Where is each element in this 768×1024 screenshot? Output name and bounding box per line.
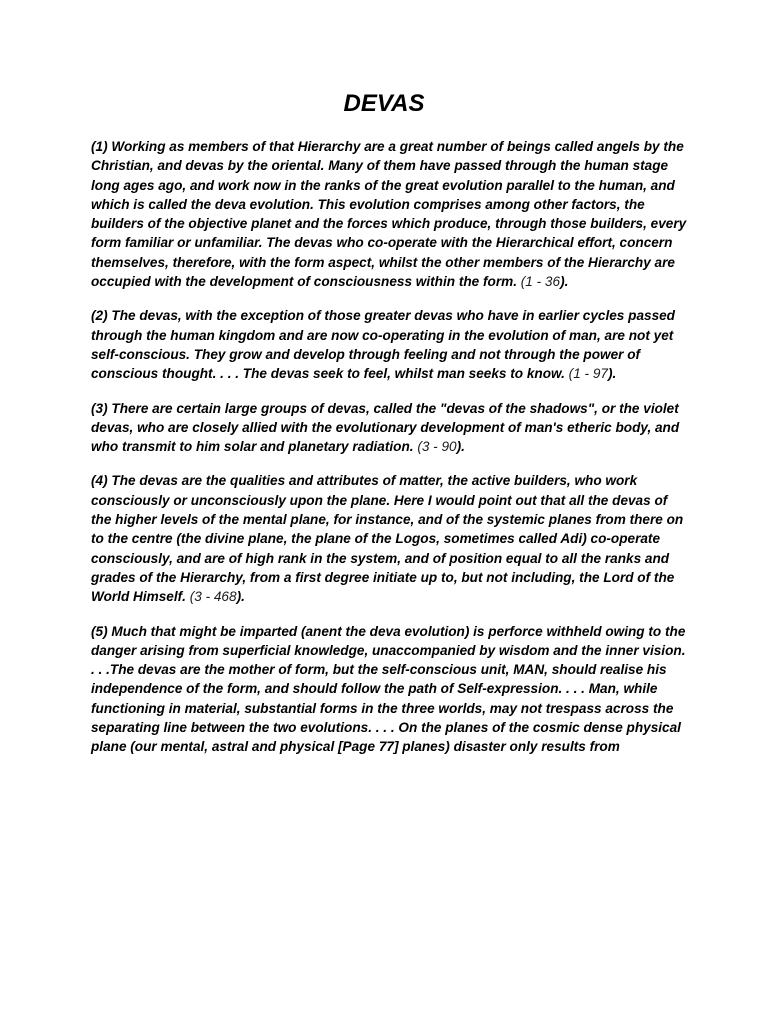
paragraph-tail: ).: [456, 439, 465, 455]
paragraph-tail: ).: [560, 274, 569, 290]
paragraph-tail: ).: [607, 366, 617, 382]
paragraph-text: (3) There are certain large groups of devas, called the "devas of the shadows", or the violet devas, who are closely allied with the evolutionary development of man's etheric body, and who transmit to him solar and planetary radiation.: [91, 400, 680, 455]
paragraph-4: [91, 471, 691, 606]
citation-ref: (1 - 36: [520, 274, 561, 290]
paragraph-text: (4) The devas are the qualities and attributes of matter, the active builders, who work consciously or unconsciously upon the plane. Here I would point out that all the devas of the higher levels of the mental plane, for instance, and of the systemic planes from there on to the centre (the divine plane, the plane of the Logos, sometimes called Adi) co-operate consciously, and are of high rank in the system, and of position equal to all the ranks and grades of the Hierarchy, from a first degree initiate up to, but not including, the Lord of the World Himself.: [91, 473, 684, 605]
paragraph-text: (2) The devas, with the exception of those greater devas who have in earlier cycles passed through the human kingdom and are now co-operating in the evolution of man, are not yet self-conscious. They grow and develop through feeling and not through the power of conscious thought. . . . The devas seek to feel, whilst man seeks to know.: [91, 308, 675, 382]
paragraph-5: [91, 622, 691, 757]
paragraph-3: [91, 399, 691, 457]
paragraph-1: [91, 137, 691, 291]
paragraph-text: (5) Much that might be imparted (anent the deva evolution) is perforce withheld owing to the danger arising from superficial knowledge, unaccompanied by wisdom and the inner vision. . . .The devas are the mother of form, but the self-conscious unit, MAN, should realise his independence of the form, and should follow the path of Self-expression. . . . Man, while functioning in material, substantial forms in the three worlds, may not trespass across the separating line between the two evolutions. . . . On the planes of the cosmic dense physical plane (our mental, astral and physical [Page 77] planes) disaster only results from: [91, 623, 686, 755]
citation-ref: (3 - 468: [189, 589, 237, 605]
citation-ref: (3 - 90: [417, 439, 457, 455]
page-title: DEVAS: [343, 90, 425, 117]
citation-ref: (1 - 97: [568, 366, 608, 382]
paragraph-tail: ).: [236, 589, 245, 605]
paragraph-2: [91, 306, 691, 383]
paragraph-text: (1) Working as members of that Hierarchy are a great number of beings called angels by the Christian, and devas by the oriental. Many of them have passed through the human stage long ages ago, and work now in the ranks of the great evolution parallel to the human, and which is called the deva evolution. This evolution comprises among other factors, the builders of the objective planet and the forces which produce, through those builders, every form familiar or unfamiliar. The devas who co-operate with the Hierarchical effort, concern themselves, therefore, with the form aspect, whilst the other members of the Hierarchy are occupied with the development of consciousness within the form.: [91, 139, 687, 290]
document-body: [91, 137, 691, 772]
